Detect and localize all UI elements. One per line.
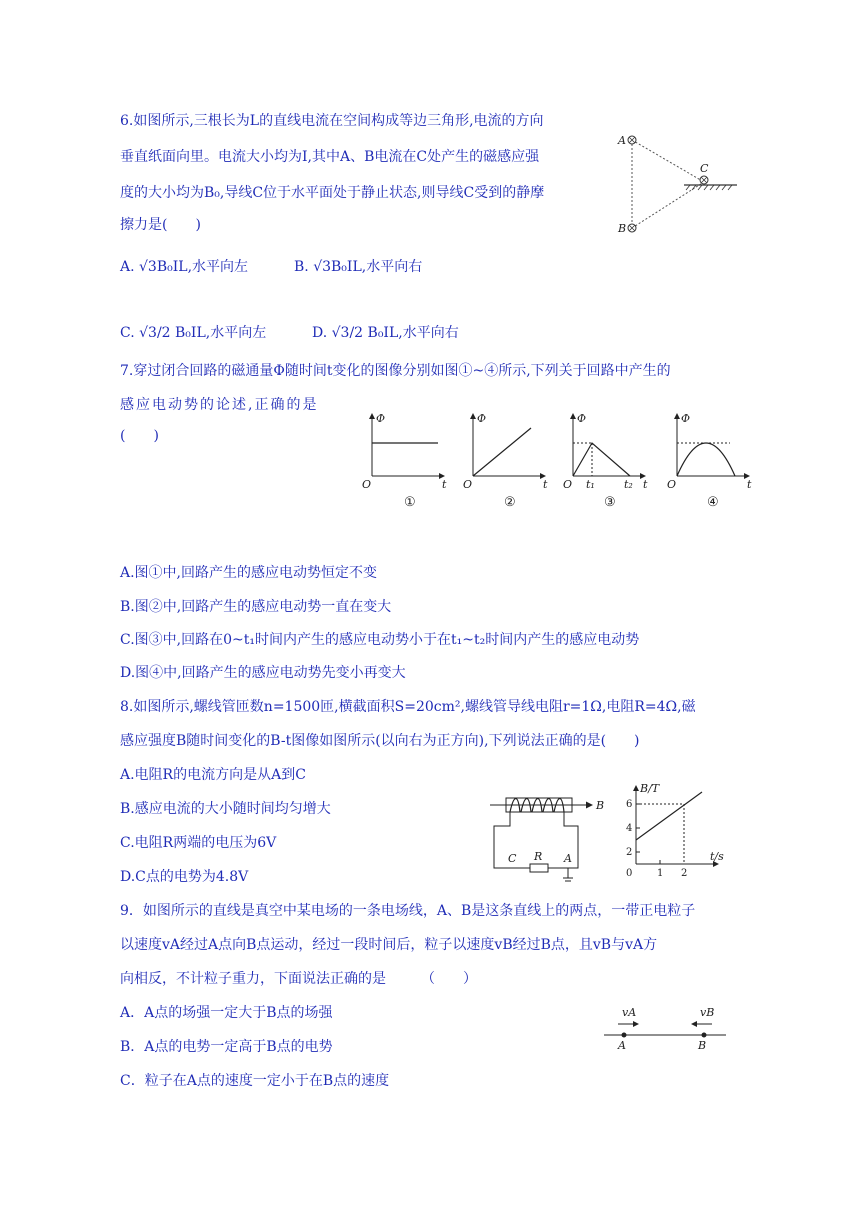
- q8-graph-xlabel: t/s: [710, 850, 724, 863]
- q6-stem-line2: 垂直纸面向里。电流大小均为I,其中A、B电流在C处产生的磁感应强: [120, 149, 540, 165]
- q6-stem-line1: 6.如图所示,三根长为L的直线电流在空间构成等边三角形,电流的方向: [120, 113, 544, 129]
- q8-option-A: A.电阻R的电流方向是从A到C: [120, 767, 306, 783]
- q7-stem-line2: 感应电动势的论述,正确的是: [120, 397, 319, 413]
- q8-circuit-R: R: [534, 850, 543, 863]
- q8-option-B: B.感应电流的大小随时间均匀增大: [120, 801, 331, 817]
- q7-g3-origin: O: [563, 478, 573, 491]
- q6-stem-line3: 度的大小均为B₀,导线C位于水平面处于静止状态,则导线C受到的静摩: [120, 185, 545, 201]
- q7-stem-line3: ( ): [120, 428, 159, 444]
- q8-graph-ytick-4: 4: [626, 823, 633, 834]
- q7-g1-ylabel: Φ: [376, 412, 386, 425]
- q8-circuit-A: A: [564, 852, 572, 865]
- q8-circuit-C: C: [508, 852, 517, 865]
- q7-g4-xlabel: t: [747, 478, 752, 491]
- q7-g3-xlabel: t: [643, 478, 648, 491]
- q8-graph-xtick-1: 1: [657, 868, 664, 879]
- q8-option-D: D.C点的电势为4.8V: [120, 869, 249, 885]
- q6-stem-line4: 擦力是( ): [120, 217, 201, 233]
- q6-option-D: D. √3/2 B₀IL,水平向右: [312, 325, 459, 341]
- q6-label-C: C: [700, 162, 709, 175]
- q7-stem-line1: 7.穿过闭合回路的磁通量Φ随时间t变化的图像分别如图①~④所示,下列关于回路中产生的: [120, 363, 671, 379]
- q7-option-A: A.图①中,回路产生的感应电动势恒定不变: [120, 565, 378, 581]
- q7-option-D: D.图④中,回路产生的感应电动势先变小再变大: [120, 665, 406, 681]
- q8-stem-line1: 8.如图所示,螺线管匝数n=1500匝,横截面积S=20cm²,螺线管导线电阻r=1Ω,电阻R=4Ω,磁: [120, 699, 696, 715]
- q7-g2-xlabel: t: [543, 478, 548, 491]
- q7-g1-number: ①: [404, 495, 416, 510]
- q9-stem-line2: 以速度vA经过A点向B点运动，经过一段时间后，粒子以速度vB经过B点，且vB与vA方: [120, 937, 658, 953]
- q7-g4-origin: O: [667, 478, 677, 491]
- q6-option-A: A. √3B₀IL,水平向左: [120, 259, 249, 275]
- q9-label-A: A: [618, 1039, 626, 1052]
- q7-g3-t1: t₁: [586, 478, 595, 491]
- q9-label-vA: vA: [622, 1006, 637, 1019]
- q7-g2-origin: O: [463, 478, 473, 491]
- q8-bt-graph: [618, 780, 728, 880]
- q9-label-vB: vB: [700, 1006, 715, 1019]
- q8-graph-ylabel: B/T: [640, 782, 660, 795]
- q9-field-line-figure: [600, 1000, 730, 1052]
- q7-g3-number: ③: [604, 495, 616, 510]
- q7-option-B: B.图②中,回路产生的感应电动势一直在变大: [120, 599, 392, 615]
- q9-option-B: B．A点的电势一定高于B点的电势: [120, 1039, 333, 1055]
- q9-option-A: A．A点的场强一定大于B点的场强: [120, 1005, 333, 1021]
- q8-option-C: C.电阻R两端的电压为6V: [120, 835, 277, 851]
- q9-option-C: C．粒子在A点的速度一定小于在B点的速度: [120, 1073, 390, 1089]
- q6-option-C: C. √3/2 B₀IL,水平向左: [120, 325, 267, 341]
- q7-g3-ylabel: Φ: [577, 412, 587, 425]
- q6-label-B: B: [618, 222, 627, 235]
- q7-graphs-figure: [360, 410, 760, 510]
- q7-g1-origin: O: [362, 478, 372, 491]
- q8-graph-origin: 0: [626, 868, 633, 879]
- q7-g1-xlabel: t: [442, 478, 447, 491]
- q8-solenoid-circuit: [484, 790, 614, 890]
- q6-option-B: B. √3B₀IL,水平向右: [294, 259, 423, 275]
- q6-label-A: A: [618, 134, 626, 147]
- q8-graph-xtick-2: 2: [681, 868, 688, 879]
- q7-g2-number: ②: [504, 495, 516, 510]
- q7-g4-number: ④: [707, 495, 719, 510]
- q9-stem-line3: 向相反，不计粒子重力，下面说法正确的是 （ ）: [120, 971, 477, 987]
- q7-g3-t2: t₂: [624, 478, 633, 491]
- q8-stem-line2: 感应强度B随时间变化的B-t图像如图所示(以向右为正方向),下列说法正确的是( ): [120, 733, 640, 749]
- q8-graph-ytick-2: 2: [626, 847, 633, 858]
- q9-label-B: B: [698, 1039, 707, 1052]
- q7-g2-ylabel: Φ: [477, 412, 487, 425]
- q8-circuit-B: B: [596, 799, 605, 812]
- q8-graph-ytick-6: 6: [626, 799, 633, 810]
- q9-stem-line1: 9．如图所示的直线是真空中某电场的一条电场线，A、B是这条直线上的两点，一带正电粒子: [120, 903, 696, 919]
- q7-option-C: C.图③中,回路在0~t₁时间内产生的感应电动势小于在t₁~t₂时间内产生的感应电动势: [120, 632, 640, 648]
- q7-g4-ylabel: Φ: [681, 412, 691, 425]
- q6-triangle-figure: [612, 128, 742, 238]
